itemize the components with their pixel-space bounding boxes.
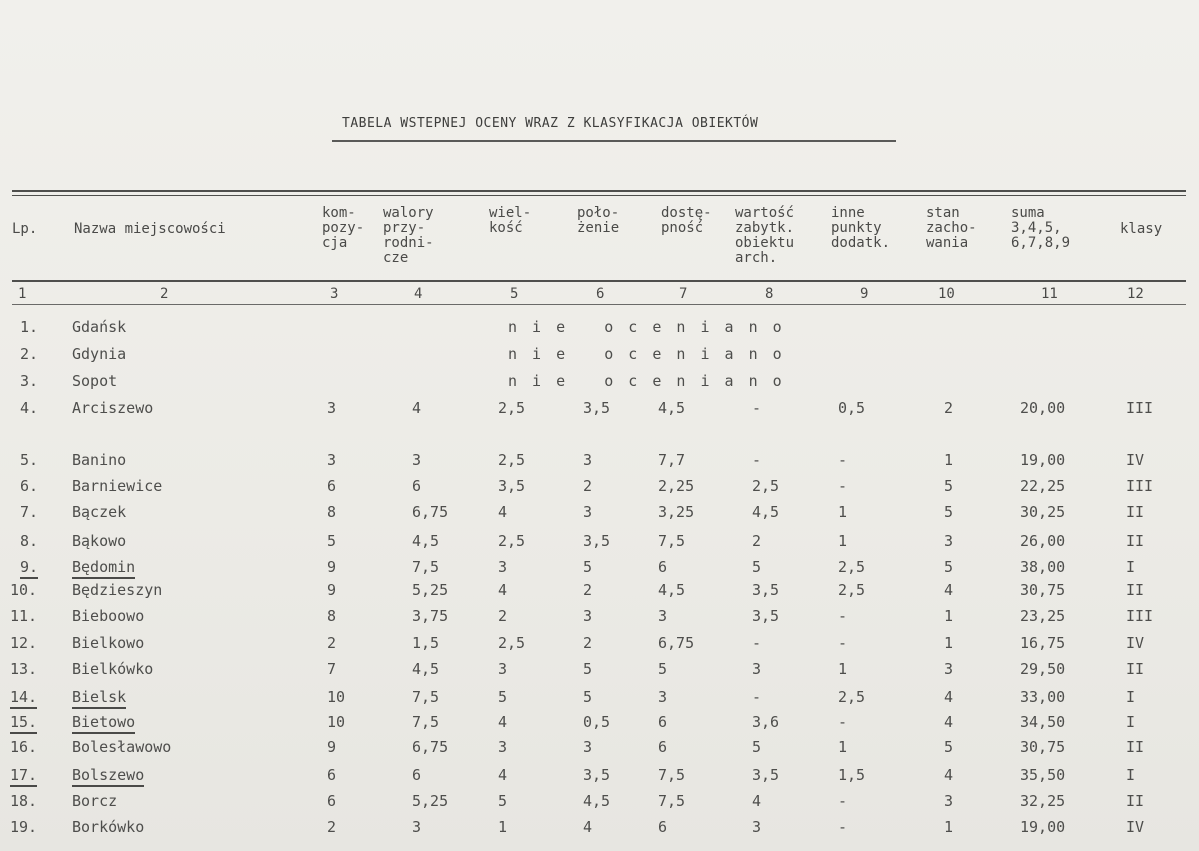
cell-class: II — [1126, 581, 1145, 599]
column-number: 6 — [596, 286, 605, 302]
cell-size: 2,5 — [498, 532, 526, 550]
cell-condition: 4 — [944, 581, 954, 599]
not-rated-note: n i e o c e n i a n o — [508, 345, 785, 363]
cell-condition: 5 — [944, 738, 954, 756]
cell-condition: 4 — [944, 713, 954, 731]
cell-location: 5 — [583, 688, 593, 706]
cell-location: 3 — [583, 503, 593, 521]
not-rated-note: n i e o c e n i a n o — [508, 372, 785, 390]
header-location: poło- żenie — [577, 205, 620, 236]
cell-class: I — [1126, 688, 1136, 706]
row-number: 10. — [10, 581, 38, 599]
table-top-rule-thin — [12, 195, 1186, 196]
cell-condition: 1 — [944, 607, 954, 625]
cell-monument-value: 4,5 — [752, 503, 780, 521]
row-number: 3. — [20, 372, 39, 390]
cell-natural-values: 6,75 — [412, 503, 449, 521]
column-number: 1 — [18, 286, 27, 302]
cell-accessibility: 6 — [658, 558, 668, 576]
column-number: 9 — [860, 286, 869, 302]
cell-class: I — [1126, 713, 1136, 731]
header-monument-value: wartość zabytk. obiektu arch. — [735, 205, 795, 266]
cell-composition: 6 — [327, 477, 337, 495]
cell-size: 3,5 — [498, 477, 526, 495]
row-number: 15. — [10, 713, 37, 734]
cell-composition: 3 — [327, 451, 337, 469]
cell-sum: 30,75 — [1020, 581, 1066, 599]
cell-location: 3,5 — [583, 399, 611, 417]
row-number: 4. — [20, 399, 39, 417]
cell-extra-points: 0,5 — [838, 399, 866, 417]
column-number: 2 — [160, 286, 169, 302]
cell-monument-value: 3,6 — [752, 713, 780, 731]
cell-monument-value: 3 — [752, 660, 762, 678]
row-number: 12. — [10, 634, 38, 652]
cell-size: 4 — [498, 713, 508, 731]
header-condition: stan zacho- wania — [926, 205, 977, 251]
cell-size: 2,5 — [498, 451, 526, 469]
cell-sum: 16,75 — [1020, 634, 1066, 652]
row-number: 7. — [20, 503, 39, 521]
cell-composition: 7 — [327, 660, 337, 678]
cell-size: 1 — [498, 818, 508, 836]
cell-monument-value: - — [752, 634, 762, 652]
cell-natural-values: 6 — [412, 766, 422, 784]
cell-extra-points: - — [838, 792, 848, 810]
place-name: Borkówko — [72, 818, 145, 836]
cell-monument-value: 3 — [752, 818, 762, 836]
cell-extra-points: - — [838, 634, 848, 652]
cell-extra-points: 1 — [838, 738, 848, 756]
cell-natural-values: 3,75 — [412, 607, 449, 625]
cell-natural-values: 5,25 — [412, 792, 449, 810]
cell-location: 2 — [583, 634, 593, 652]
cell-class: IV — [1126, 818, 1145, 836]
cell-size: 3 — [498, 660, 508, 678]
cell-sum: 26,00 — [1020, 532, 1066, 550]
row-number: 13. — [10, 660, 38, 678]
cell-composition: 8 — [327, 503, 337, 521]
cell-sum: 29,50 — [1020, 660, 1066, 678]
cell-extra-points: 1 — [838, 532, 848, 550]
cell-condition: 1 — [944, 818, 954, 836]
place-name: Bielsk — [72, 688, 126, 709]
cell-extra-points: 1,5 — [838, 766, 866, 784]
cell-accessibility: 7,5 — [658, 766, 686, 784]
cell-class: II — [1126, 738, 1145, 756]
cell-composition: 3 — [327, 399, 337, 417]
cell-accessibility: 6 — [658, 818, 668, 836]
cell-location: 3 — [583, 738, 593, 756]
cell-condition: 1 — [944, 634, 954, 652]
place-name: Banino — [72, 451, 127, 469]
header-sum: suma 3,4,5, 6,7,8,9 — [1011, 205, 1071, 251]
cell-sum: 34,50 — [1020, 713, 1066, 731]
cell-class: II — [1126, 792, 1145, 810]
row-number: 5. — [20, 451, 39, 469]
cell-location: 5 — [583, 558, 593, 576]
row-number: 8. — [20, 532, 39, 550]
cell-accessibility: 2,25 — [658, 477, 695, 495]
cell-extra-points: 2,5 — [838, 558, 866, 576]
title-underline — [332, 140, 896, 142]
cell-class: III — [1126, 607, 1154, 625]
cell-accessibility: 5 — [658, 660, 668, 678]
cell-composition: 10 — [327, 688, 346, 706]
cell-monument-value: 2 — [752, 532, 762, 550]
row-number: 14. — [10, 688, 37, 709]
cell-monument-value: 4 — [752, 792, 762, 810]
cell-sum: 35,50 — [1020, 766, 1066, 784]
cell-natural-values: 3 — [412, 451, 422, 469]
row-number: 2. — [20, 345, 39, 363]
cell-natural-values: 7,5 — [412, 688, 440, 706]
cell-accessibility: 3,25 — [658, 503, 695, 521]
cell-condition: 5 — [944, 503, 954, 521]
cell-size: 3 — [498, 558, 508, 576]
place-name: Arciszewo — [72, 399, 154, 417]
cell-monument-value: - — [752, 688, 762, 706]
cell-composition: 10 — [327, 713, 346, 731]
place-name: Bączek — [72, 503, 127, 521]
place-name: Bielkowo — [72, 634, 145, 652]
place-name: Barniewice — [72, 477, 163, 495]
cell-sum: 23,25 — [1020, 607, 1066, 625]
cell-natural-values: 1,5 — [412, 634, 440, 652]
header-class: klasy — [1120, 221, 1163, 237]
cell-location: 5 — [583, 660, 593, 678]
place-name: Będzieszyn — [72, 581, 163, 599]
place-name: Sopot — [72, 372, 118, 390]
column-number: 7 — [679, 286, 688, 302]
cell-accessibility: 3 — [658, 607, 668, 625]
cell-extra-points: - — [838, 818, 848, 836]
cell-natural-values: 4 — [412, 399, 422, 417]
header-accessibility: dostę- pność — [661, 205, 712, 236]
cell-class: IV — [1126, 634, 1145, 652]
header-composition: kom- pozy- cja — [322, 205, 365, 251]
cell-class: IV — [1126, 451, 1145, 469]
cell-sum: 19,00 — [1020, 451, 1066, 469]
cell-location: 2 — [583, 581, 593, 599]
not-rated-note: n i e o c e n i a n o — [508, 318, 785, 336]
cell-composition: 6 — [327, 766, 337, 784]
cell-natural-values: 4,5 — [412, 660, 440, 678]
cell-sum: 33,00 — [1020, 688, 1066, 706]
column-number: 12 — [1127, 286, 1144, 302]
cell-composition: 8 — [327, 607, 337, 625]
cell-class: I — [1126, 766, 1136, 784]
cell-location: 4,5 — [583, 792, 611, 810]
cell-location: 4 — [583, 818, 593, 836]
row-number: 19. — [10, 818, 38, 836]
place-name: Bietowo — [72, 713, 135, 734]
place-name: Bolesławowo — [72, 738, 172, 756]
cell-monument-value: 3,5 — [752, 581, 780, 599]
cell-extra-points: 2,5 — [838, 688, 866, 706]
cell-condition: 4 — [944, 688, 954, 706]
header-size: wiel- kość — [489, 205, 532, 236]
cell-extra-points: - — [838, 713, 848, 731]
column-number: 8 — [765, 286, 774, 302]
cell-accessibility: 6 — [658, 738, 668, 756]
cell-sum: 19,00 — [1020, 818, 1066, 836]
cell-natural-values: 6,75 — [412, 738, 449, 756]
cell-class: III — [1126, 477, 1154, 495]
cell-class: II — [1126, 503, 1145, 521]
cell-condition: 1 — [944, 451, 954, 469]
cell-condition: 4 — [944, 766, 954, 784]
cell-natural-values: 7,5 — [412, 558, 440, 576]
cell-extra-points: - — [838, 477, 848, 495]
cell-accessibility: 6,75 — [658, 634, 695, 652]
cell-accessibility: 4,5 — [658, 581, 686, 599]
header-lp: Lp. — [12, 221, 38, 237]
cell-composition: 9 — [327, 558, 337, 576]
row-number: 17. — [10, 766, 37, 787]
place-name: Gdańsk — [72, 318, 127, 336]
cell-sum: 20,00 — [1020, 399, 1066, 417]
table-top-rule — [12, 190, 1186, 192]
cell-condition: 5 — [944, 477, 954, 495]
cell-sum: 22,25 — [1020, 477, 1066, 495]
cell-monument-value: - — [752, 451, 762, 469]
cell-location: 3 — [583, 607, 593, 625]
cell-size: 4 — [498, 503, 508, 521]
cell-accessibility: 7,7 — [658, 451, 686, 469]
row-number: 1. — [20, 318, 39, 336]
cell-accessibility: 7,5 — [658, 792, 686, 810]
cell-size: 3 — [498, 738, 508, 756]
cell-condition: 2 — [944, 399, 954, 417]
cell-class: I — [1126, 558, 1136, 576]
place-name: Bielkówko — [72, 660, 154, 678]
cell-location: 3 — [583, 451, 593, 469]
cell-monument-value: 3,5 — [752, 766, 780, 784]
cell-size: 5 — [498, 792, 508, 810]
cell-natural-values: 7,5 — [412, 713, 440, 731]
header-natural-values: walory przy- rodni- cze — [383, 205, 434, 266]
cell-location: 2 — [583, 477, 593, 495]
place-name: Bolszewo — [72, 766, 144, 787]
cell-class: II — [1126, 660, 1145, 678]
cell-extra-points: 2,5 — [838, 581, 866, 599]
document-title: TABELA WSTEPNEJ OCENY WRAZ Z KLASYFIKACJA OBIEKTÓW — [342, 116, 759, 131]
cell-condition: 3 — [944, 532, 954, 550]
cell-composition: 9 — [327, 581, 337, 599]
cell-natural-values: 6 — [412, 477, 422, 495]
cell-location: 3,5 — [583, 532, 611, 550]
header-extra-points: inne punkty dodatk. — [831, 205, 891, 251]
cell-condition: 5 — [944, 558, 954, 576]
cell-extra-points: - — [838, 451, 848, 469]
cell-extra-points: 1 — [838, 503, 848, 521]
cell-class: III — [1126, 399, 1154, 417]
cell-sum: 38,00 — [1020, 558, 1066, 576]
cell-size: 2,5 — [498, 399, 526, 417]
column-number: 3 — [330, 286, 339, 302]
row-number: 18. — [10, 792, 38, 810]
row-number: 16. — [10, 738, 38, 756]
cell-composition: 2 — [327, 634, 337, 652]
cell-class: II — [1126, 532, 1145, 550]
cell-location: 3,5 — [583, 766, 611, 784]
row-number: 9. — [20, 558, 38, 579]
column-number: 10 — [938, 286, 955, 302]
place-name: Bąkowo — [72, 532, 127, 550]
cell-extra-points: 1 — [838, 660, 848, 678]
cell-condition: 3 — [944, 660, 954, 678]
place-name: Borcz — [72, 792, 118, 810]
cell-size: 4 — [498, 581, 508, 599]
cell-monument-value: - — [752, 399, 762, 417]
cell-accessibility: 4,5 — [658, 399, 686, 417]
cell-accessibility: 7,5 — [658, 532, 686, 550]
cell-extra-points: - — [838, 607, 848, 625]
cell-composition: 9 — [327, 738, 337, 756]
cell-size: 4 — [498, 766, 508, 784]
place-name: Będomin — [72, 558, 135, 579]
cell-sum: 32,25 — [1020, 792, 1066, 810]
place-name: Bieboowo — [72, 607, 145, 625]
cell-accessibility: 6 — [658, 713, 668, 731]
column-number: 5 — [510, 286, 519, 302]
cell-location: 0,5 — [583, 713, 611, 731]
cell-size: 5 — [498, 688, 508, 706]
cell-size: 2 — [498, 607, 508, 625]
cell-monument-value: 3,5 — [752, 607, 780, 625]
cell-condition: 3 — [944, 792, 954, 810]
column-number: 11 — [1041, 286, 1058, 302]
cell-natural-values: 3 — [412, 818, 422, 836]
cell-sum: 30,75 — [1020, 738, 1066, 756]
row-number: 11. — [10, 607, 38, 625]
place-name: Gdynia — [72, 345, 127, 363]
cell-sum: 30,25 — [1020, 503, 1066, 521]
cell-composition: 2 — [327, 818, 337, 836]
header-bottom-rule — [12, 280, 1186, 282]
column-number: 4 — [414, 286, 423, 302]
header-name: Nazwa miejscowości — [74, 221, 226, 237]
cell-composition: 5 — [327, 532, 337, 550]
cell-accessibility: 3 — [658, 688, 668, 706]
cell-natural-values: 4,5 — [412, 532, 440, 550]
cell-natural-values: 5,25 — [412, 581, 449, 599]
cell-monument-value: 2,5 — [752, 477, 780, 495]
cell-monument-value: 5 — [752, 738, 762, 756]
column-number-rule — [12, 304, 1186, 305]
cell-size: 2,5 — [498, 634, 526, 652]
cell-monument-value: 5 — [752, 558, 762, 576]
row-number: 6. — [20, 477, 39, 495]
cell-composition: 6 — [327, 792, 337, 810]
